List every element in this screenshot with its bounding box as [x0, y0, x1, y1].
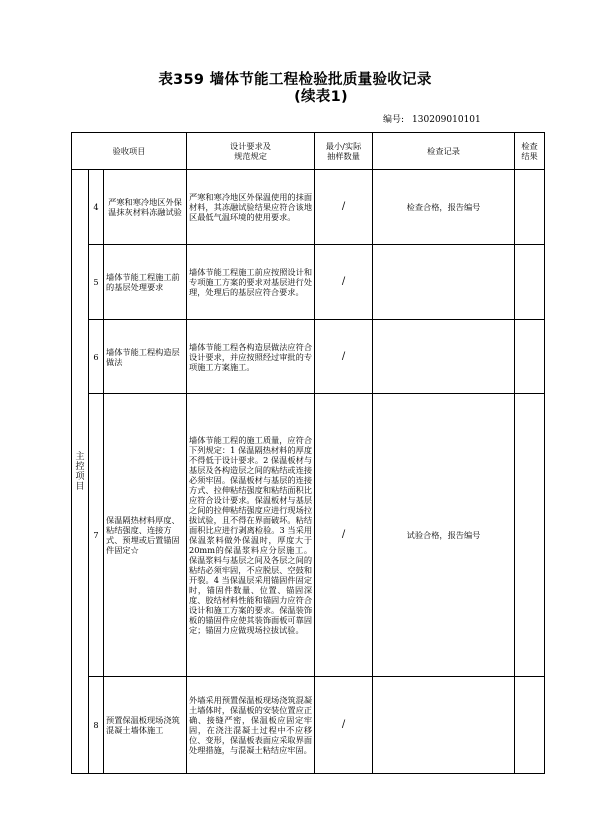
row-number: 5 [89, 245, 104, 320]
row-min-sample: / [315, 677, 373, 774]
table-header [72, 133, 545, 170]
table-row [72, 320, 545, 394]
inspection-table [71, 132, 545, 774]
header-min-sample: 最小/实际 抽样数量 [315, 133, 373, 170]
header-requirement: 设计要求及 规范规定 [187, 133, 315, 170]
row-min-sample: / [315, 170, 373, 245]
header-record: 检查记录 [373, 133, 515, 170]
serial-label: 编号: [383, 115, 405, 125]
table-row [72, 394, 545, 677]
row-min-sample: / [315, 245, 373, 320]
serial-number [383, 112, 481, 125]
row-record: 检查合格，报告编号 [373, 170, 515, 245]
row-item: 墙体节能工程构造层做法 [104, 320, 187, 394]
row-record [373, 677, 515, 774]
row-number: 7 [89, 394, 104, 677]
row-requirement: 外墙采用预置保温板现场浇筑混凝土墙体时，保温板的安装位置应正确、接缝严密，保温板应固定牢固，在浇注混凝土过程中不应移位、变形，保温板表面应采取界面处理措施，与混凝土粘结应牢固。 [187, 677, 315, 774]
header-result: 检查 结果 [515, 133, 545, 170]
row-min-sample: / [315, 320, 373, 394]
header-item: 验收项目 [72, 133, 187, 170]
table-row [72, 245, 545, 320]
document-title [0, 72, 590, 106]
row-result [515, 245, 545, 320]
row-result [515, 677, 545, 774]
row-result [515, 394, 545, 677]
row-requirement: 墙体节能工程施工前应按照设计和专项施工方案的要求对基层进行处理，处理后的基层应符合要求。 [187, 245, 315, 320]
table-row [72, 677, 545, 774]
row-record [373, 245, 515, 320]
row-result [515, 170, 545, 245]
title-main: 表359 墙体节能工程检验批质量验收记录 [158, 72, 432, 88]
table-row [72, 170, 545, 245]
main-control-group-label: 主 控 项 目 [72, 170, 89, 774]
row-requirement: 严寒和寒冷地区外保温使用的抹面材料，其冻融试验结果应符合该地区最低气温环境的使用要求。 [187, 170, 315, 245]
row-item: 预置保温板现场浇筑混凝土墙体施工 [104, 677, 187, 774]
row-number: 6 [89, 320, 104, 394]
row-item: 保温隔热材料厚度、粘结强度、连接方式、预埋或后置锚固件固定☆ [104, 394, 187, 677]
title-sub: (续表1) [294, 89, 348, 105]
row-number: 4 [89, 170, 104, 245]
row-result [515, 320, 545, 394]
row-min-sample: / [315, 394, 373, 677]
row-record [373, 320, 515, 394]
row-item: 墙体节能工程施工前的基层处理要求 [104, 245, 187, 320]
row-requirement: 墙体节能工程各构造层做法应符合设计要求，并应按照经过审批的专项施工方案施工。 [187, 320, 315, 394]
row-number: 8 [89, 677, 104, 774]
serial-value: 130209010101 [412, 115, 481, 125]
row-requirement: 墙体节能工程的施工质量，应符合下列规定：1 保温隔热材料的厚度不得低于设计要求。2 保温板材与基层及各构造层之间的粘结或连接必须牢固。保温板材与基层的连接方式、拉伸粘结强度和粘结面积比应符合设计要求。保温板材与基层之间的拉伸粘结强度应进行现场拉拔试验，且不得在界面破坏。粘结面积比应进行剥离检验。3 当采用保温浆料做外保温时，厚度大于20mm的保温浆料应分层施工。保温浆料与基层之间及各层之间的粘结必须牢固，不应脱层、空鼓和开裂。4 当保温层采用锚固件固定时，锚固件数量、位置、锚固深度、胶结材料性能和锚固力应符合设计和施工方案的要求。保温装饰板的锚固件应使其装饰面板可靠固定；锚固力应做现场拉拔试验。 [187, 394, 315, 677]
row-record: 试验合格，报告编号 [373, 394, 515, 677]
row-item: 严寒和寒冷地区外保温抹灰材料冻融试验 [104, 170, 187, 245]
